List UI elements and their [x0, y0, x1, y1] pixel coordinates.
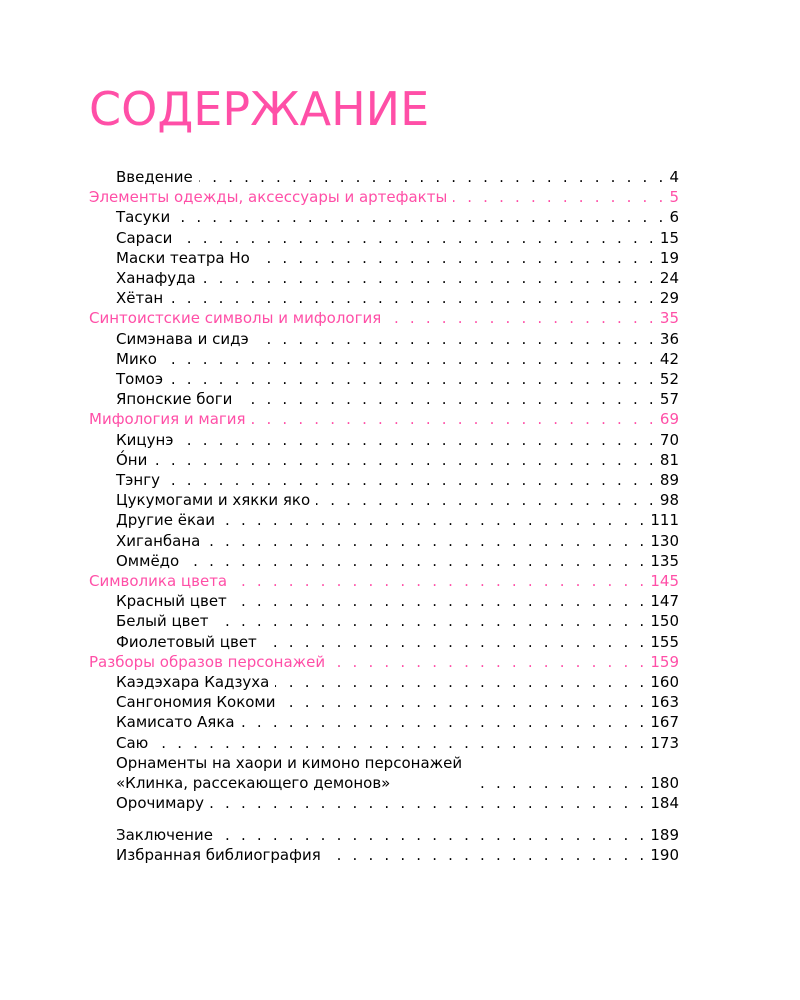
- toc-entry: [89, 450, 679, 470]
- dot-leader: [176, 207, 666, 227]
- toc-entry-title: Цукумогами и хякки яко: [116, 491, 311, 510]
- toc-entry: [89, 712, 679, 732]
- dot-leader: [166, 470, 657, 490]
- toc-entry: [89, 470, 679, 490]
- toc-section-entry: [89, 187, 679, 207]
- dot-leader: [178, 228, 657, 248]
- toc-page-number: 15: [659, 228, 679, 247]
- dot-leader: [219, 825, 647, 845]
- toc-entry-title: О́ни: [116, 450, 148, 469]
- toc-entry: [89, 349, 679, 369]
- toc-page-number: 190: [650, 845, 679, 864]
- toc-entry: [89, 672, 679, 692]
- toc-page-number: 57: [659, 390, 679, 409]
- toc-page-number: 150: [650, 612, 679, 631]
- toc-entry-title: Камисато Аяка: [116, 713, 235, 732]
- dot-leader: [241, 712, 648, 732]
- toc-entry: [89, 692, 679, 712]
- dot-leader: [263, 632, 648, 652]
- toc-entry: [89, 167, 679, 187]
- dot-leader: [252, 409, 657, 429]
- toc-entry: [89, 329, 679, 349]
- toc-entry-title: Хиганбана: [116, 531, 201, 550]
- toc-entry-title: Ханафуда: [116, 269, 196, 288]
- toc-entry-title: Кицунэ: [116, 430, 174, 449]
- toc-section-entry: [89, 571, 679, 591]
- toc-page-number: 6: [669, 208, 679, 227]
- toc-entry: [89, 207, 679, 227]
- dot-leader: [199, 167, 667, 187]
- toc-entry-title: Саю: [116, 733, 149, 752]
- dot-leader: [221, 510, 647, 530]
- dot-leader: [453, 187, 666, 207]
- toc-entry: [89, 591, 679, 611]
- toc-entry: [89, 389, 679, 409]
- toc-entry: [89, 268, 679, 288]
- dot-leader: [327, 845, 648, 865]
- toc-entry-title: Томоэ: [116, 370, 164, 389]
- toc-entry: [89, 228, 679, 248]
- toc-entry: [89, 753, 679, 793]
- toc-page-number: 4: [669, 168, 679, 186]
- toc-page-number: 19: [659, 248, 679, 267]
- dot-leader: [233, 571, 647, 591]
- toc-entry-title: Маски театра Но: [116, 248, 250, 267]
- toc-entry-title: [116, 753, 462, 793]
- dot-leader: [180, 430, 657, 450]
- toc-section-entry: [89, 652, 679, 672]
- toc-entry: [89, 551, 679, 571]
- toc-page-number: 29: [659, 289, 679, 308]
- toc-entry-title: Сангономия Кокоми: [116, 693, 276, 712]
- dot-leader: [282, 692, 648, 712]
- toc-entry-title: Заключение: [116, 825, 213, 844]
- toc-page-number: 69: [659, 410, 679, 429]
- toc-entry-title: Оммёдо: [116, 551, 180, 570]
- toc-section-title: Символика цвета: [89, 572, 228, 591]
- toc-entry: [89, 733, 679, 753]
- dot-leader: [256, 248, 657, 268]
- toc-page-number: 135: [650, 551, 679, 570]
- toc-entry-title: Хётан: [116, 289, 164, 308]
- toc-entry: [89, 531, 679, 551]
- toc-page-number: 24: [659, 269, 679, 288]
- toc-page-number: 42: [659, 349, 679, 368]
- dot-leader: [153, 450, 657, 470]
- dot-leader: [202, 268, 657, 288]
- dot-leader: [233, 591, 648, 611]
- toc-page-number: 52: [659, 370, 679, 389]
- dot-leader: [316, 490, 657, 510]
- dot-leader: [238, 389, 657, 409]
- toc-section-title: Синтоистские символы и мифология: [89, 309, 382, 328]
- toc-page-number: 81: [659, 450, 679, 469]
- toc-entry: [89, 430, 679, 450]
- dot-leader: [387, 308, 657, 328]
- toc-entry-title: Мико: [116, 349, 157, 368]
- toc-entry-title-line2: «Клинка, рассекающего демонов»: [116, 774, 391, 793]
- toc-page-number: 167: [650, 713, 679, 732]
- toc-entry-title: Введение: [116, 168, 193, 186]
- toc-section-title: Мифология и магия: [89, 410, 246, 429]
- dot-leader: [163, 349, 657, 369]
- toc-page-number: 98: [659, 491, 679, 510]
- toc-entry-title: Красный цвет: [116, 592, 227, 611]
- dot-leader: [275, 672, 647, 692]
- toc-page-number: 111: [650, 511, 679, 530]
- dot-leader: [468, 773, 647, 793]
- toc-page-number: 163: [650, 693, 679, 712]
- toc-page-number: 35: [659, 309, 679, 328]
- dot-leader: [210, 793, 647, 813]
- toc-page-number: 159: [650, 652, 679, 671]
- toc-entry-title: Другие ёкаи: [116, 511, 215, 530]
- toc-page-number: 189: [650, 825, 679, 844]
- toc-entry-title: Симэнава и сидэ: [116, 329, 249, 348]
- toc-page-number: 5: [669, 188, 679, 207]
- toc-entry: [89, 845, 679, 865]
- toc-entry-title: Фиолетовый цвет: [116, 632, 257, 651]
- dot-leader: [169, 369, 657, 389]
- toc-entry: [89, 369, 679, 389]
- dot-leader: [169, 288, 657, 308]
- toc-entry: [89, 288, 679, 308]
- toc-entry: [89, 825, 679, 845]
- page-title: СОДЕРЖАНИЕ: [89, 82, 430, 136]
- toc-entry: [89, 490, 679, 510]
- toc-entry-title: Сараси: [116, 228, 173, 247]
- toc-page-number: 147: [650, 592, 679, 611]
- toc-entry: [89, 793, 679, 813]
- dot-leader: [214, 611, 647, 631]
- toc-entry-title-line1: Орнаменты на хаори и кимоно персонажей: [116, 753, 463, 772]
- toc-page-number: 155: [650, 632, 679, 651]
- toc-section-entry: [89, 308, 679, 328]
- dot-leader: [185, 551, 647, 571]
- toc-page-number: 36: [659, 329, 679, 348]
- toc-entry: [89, 248, 679, 268]
- toc-page-number: 160: [650, 673, 679, 692]
- toc-entry-title: Избранная библиография: [116, 845, 321, 864]
- toc-entry-title: Белый цвет: [116, 612, 209, 631]
- toc-entry-title: Тэнгу: [116, 471, 160, 490]
- table-of-contents: [89, 167, 679, 865]
- toc-page-number: 173: [650, 733, 679, 752]
- toc-page-number: 130: [650, 531, 679, 550]
- dot-leader: [331, 652, 647, 672]
- toc-section-title: Разборы образов персонажей: [89, 652, 326, 671]
- toc-page-number: 184: [650, 794, 679, 813]
- toc-page-number: 70: [659, 430, 679, 449]
- toc-entry: [89, 510, 679, 530]
- toc-page-number: 89: [659, 471, 679, 490]
- dot-leader: [154, 733, 647, 753]
- toc-entry-title: Тасуки: [116, 208, 171, 227]
- toc-page-number: 145: [650, 572, 679, 591]
- toc-entry: [89, 611, 679, 631]
- toc-section-title: Элементы одежды, аксессуары и артефакты: [89, 188, 448, 207]
- dot-leader: [206, 531, 647, 551]
- toc-page-number: 180: [650, 774, 679, 793]
- toc-entry-title: Каэдэхара Кадзуха: [116, 673, 270, 692]
- toc-entry-title: Орочимару: [116, 794, 205, 813]
- toc-entry: [89, 632, 679, 652]
- dot-leader: [255, 329, 657, 349]
- toc-section-entry: [89, 409, 679, 429]
- toc-entry-title: Японские боги: [116, 390, 233, 409]
